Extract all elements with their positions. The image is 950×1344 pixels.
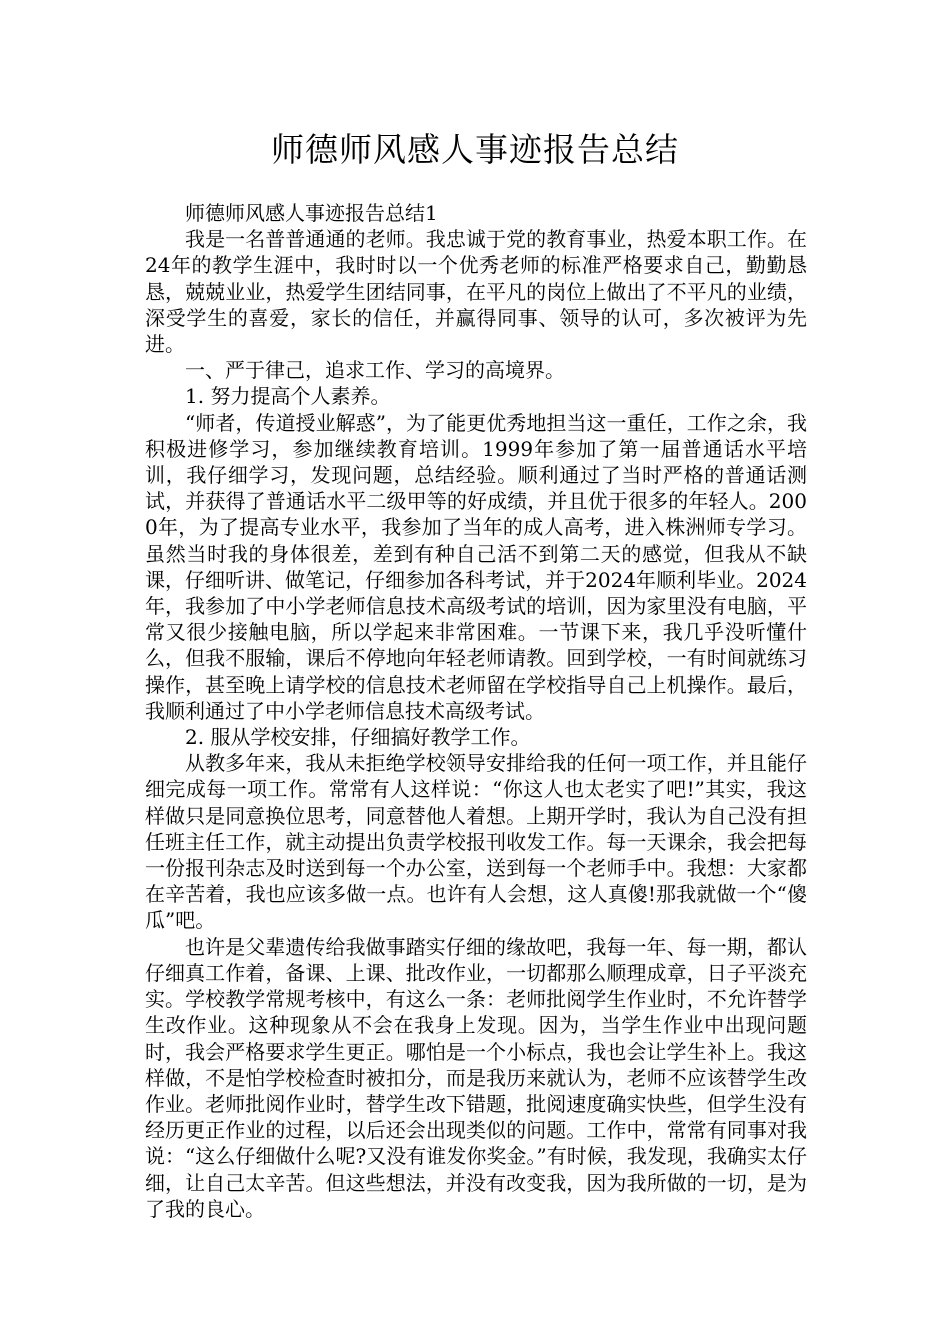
body-paragraph: 从教多年来，我从未拒绝学校领导安排给我的任何一项工作，并且能仔细完成每一项工作。常常有人这样说：“你这人也太老实了吧!”其实，我这样做只是同意换位思考，同意替他人着想。上期开学时，我认为自己没有担任班主任工作，就主动提出负责学校报刊收发工作。每一天课余，我会把每一份报刊杂志及时送到每一个办公室，送到每一个老师手中。我想：大家都在辛苦着，我也应该多做一点。也许有人会想，这人真傻!那我就做一个“傻瓜”吧。 xyxy=(145,751,807,933)
document-body xyxy=(145,200,807,1222)
section-heading: 师德师风感人事迹报告总结1 xyxy=(185,201,438,225)
subsection-heading: 1. 努力提高个人素养。 xyxy=(185,384,391,409)
section-heading: 一、严于律己，追求工作、学习的高境界。 xyxy=(185,358,565,383)
subsection-heading: 2. 服从学校安排，仔细搞好教学工作。 xyxy=(185,725,531,750)
body-paragraph: 我是一名普普通通的老师。我忠诚于党的教育事业，热爱本职工作。在24年的教学生涯中，我时时以一个优秀老师的标准严格要求自己，勤勤恳恳，兢兢业业，热爱学生团结同事，在平凡的岗位上做出了不平凡的业绩，深受学生的喜爱，家长的信任，并赢得同事、领导的认可，多次被评为先进。 xyxy=(145,227,807,357)
document-title: 师德师风感人事迹报告总结 xyxy=(271,130,679,169)
body-paragraph: “师者，传道授业解惑”，为了能更优秀地担当这一重任，工作之余，我积极进修学习，参加继续教育培训。1999年参加了第一届普通话水平培训，我仔细学习，发现问题，总结经验。顺利通过了当时严格的普通话测试，并获得了普通话水平二级甲等的好成绩，并且优于很多的年轻人。2000年，为了提高专业水平，我参加了当年的成人高考，进入株洲师专学习。虽然当时我的身体很差，差到有种自己活不到第二天的感觉，但我从不缺课，仔细听讲、做笔记，仔细参加各科考试，并于2024年顺利毕业。2024年，我参加了中小学老师信息技术高级考试的培训，因为家里没有电脑，平常又很少接触电脑，所以学起来非常困难。一节课下来，我几乎没听懂什么，但我不服输，课后不停地向年轻老师请教。回到学校，一有时间就练习操作，甚至晚上请学校的信息技术老师留在学校指导自己上机操作。最后，我顺利通过了中小学老师信息技术高级考试。 xyxy=(145,410,807,723)
body-paragraph: 也许是父辈遗传给我做事踏实仔细的缘故吧，我每一年、每一期，都认仔细真工作着，备课、上课、批改作业，一切都那么顺理成章，日子平淡充实。学校教学常规考核中，有这么一条：老师批阅学生作业时，不允许替学生改作业。这种现象从不会在我身上发现。因为，当学生作业中出现问题时，我会严格要求学生更正。哪怕是一个小标点，我也会让学生补上。我这样做，不是怕学校检查时被扣分，而是我历来就认为，老师不应该替学生改作业。老师批阅作业时，替学生改下错题，批阅速度确实快些，但学生没有经历更正作业的过程，以后还会出现类似的问题。工作中，常常有同事对我说：“这么仔细做什么呢?又没有谁发你奖金。”有时候，我发现，我确实太仔细，让自己太辛苦。但这些想法，并没有改变我，因为我所做的一切，是为了我的良心。 xyxy=(145,934,807,1221)
